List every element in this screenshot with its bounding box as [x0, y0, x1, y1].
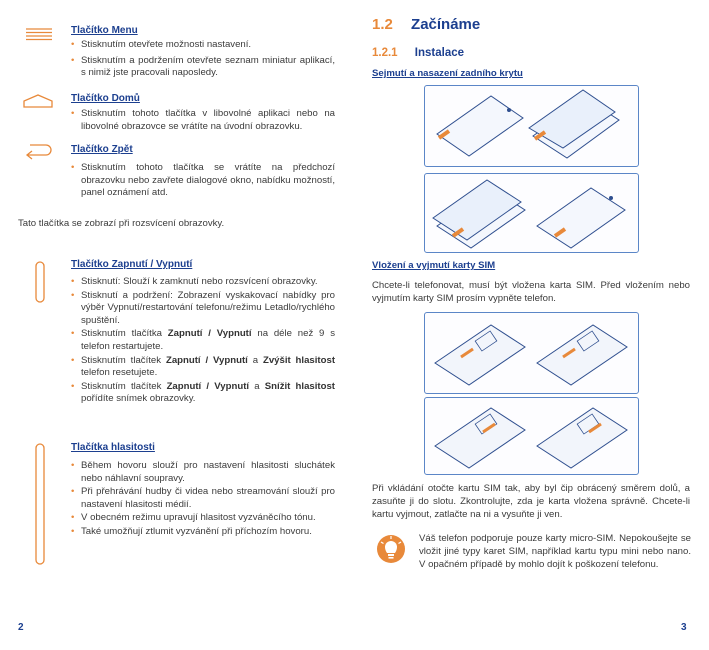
- list-item: [71, 328, 335, 353]
- phone-inside-image: [425, 313, 638, 393]
- section-title: Začínáme: [411, 16, 481, 33]
- home-button-title: Tlačítko Domů: [71, 93, 140, 104]
- home-icon: [20, 92, 56, 110]
- text: Stisknutím tlačítek: [81, 380, 167, 392]
- volume-buttons-list: [71, 460, 335, 540]
- back-button-title: Tlačítko Zpět: [71, 144, 133, 155]
- volume-buttons-title: Tlačítka hlasitosti: [71, 442, 155, 453]
- sim-title: Vložení a vyjmutí karty SIM: [372, 260, 496, 271]
- subsection-title: Instalace: [414, 47, 465, 59]
- key-label: Snížit hlasitost: [264, 380, 335, 392]
- menu-icon: [22, 26, 56, 42]
- text: Stisknutím tlačítek: [81, 354, 166, 366]
- phone-back-image: [425, 174, 638, 252]
- list-item: • Stisknutí a podržení: Zobrazení vyskakovací nabídky pro výběr Vypnutí/restartování telefonu/režimu Letadlo/rychlého spuštění.: [71, 290, 335, 328]
- buttons-note: Tato tlačítka se zobrazí při rozsvícení obrazovky.: [18, 218, 225, 229]
- sim-insert-illustration: [424, 312, 639, 394]
- text: pořídíte snímek obrazovky.: [81, 393, 196, 405]
- cover-attach-illustration: [424, 173, 639, 253]
- sim-remove-illustration: [424, 397, 639, 475]
- list-item: • Při přehrávání hudby či videa nebo streamování slouží pro nastavení hlasitosti médií.: [71, 486, 335, 511]
- key-label: Zapnutí / Vypnutí: [166, 380, 250, 392]
- list-item: • Během hovoru slouží pro nastavení hlasitosti sluchátek nebo náhlavní soupravy.: [71, 460, 335, 485]
- volume-key-icon: [33, 442, 47, 566]
- sim-intro: Chcete-li telefonovat, musí být vložena karta SIM. Před vložením nebo vyjmutím karty SIM prosím vypněte telefon.: [372, 280, 690, 305]
- list-item: • Stisknutím tohoto tlačítka se vrátíte na předchozí obrazovku nebo zavřete dialogové okno, nabídku možností, panel oznámení atd.: [71, 162, 335, 200]
- key-label: Zapnutí / Vypnutí: [165, 354, 248, 366]
- text: a: [247, 354, 263, 366]
- list-item: • Stisknutí: Slouží k zamknutí nebo rozsvícení obrazovky.: [71, 276, 335, 289]
- text: na déle než 9 s telefon restartujete.: [81, 328, 335, 352]
- power-button-list: [71, 276, 335, 407]
- phone-inside-image: [425, 398, 638, 474]
- menu-button-list: [71, 39, 335, 81]
- section-heading: [372, 16, 480, 33]
- text: telefon resetujete.: [81, 367, 158, 379]
- phone-back-image: [425, 86, 638, 166]
- list-item: • Stisknutím a podržením otevřete seznam miniatur aplikací, s nimiž jste pracovali naposledy.: [71, 55, 335, 80]
- key-label: Zapnutí / Vypnutí: [167, 328, 252, 340]
- list-item: • Stisknutím otevřete možnosti nastavení.: [71, 39, 335, 52]
- menu-button-title: Tlačítko Menu: [71, 25, 138, 36]
- tip-text: Váš telefon podporuje pouze karty micro-SIM. Nepokoušejte se vložit jiné typy karet SIM, například kartu typu mini nebo nano. V opačném případě by mohlo dojít k poškození telefonu.: [419, 533, 691, 571]
- back-icon: [20, 140, 54, 162]
- power-button-title: Tlačítko Zapnutí / Vypnutí: [71, 259, 193, 270]
- subsection-heading: [372, 47, 464, 59]
- page-number-left: 2: [18, 622, 24, 633]
- section-number: 1.2: [372, 16, 393, 33]
- list-item: • Stisknutím tohoto tlačítka v libovolné aplikaci nebo na libovolné obrazovce se vrátíte na úvodní obrazovku.: [71, 108, 335, 133]
- subsection-number: 1.2.1: [372, 47, 398, 59]
- power-key-icon: [33, 260, 47, 304]
- text: a: [249, 380, 265, 392]
- cover-title: Sejmutí a nasazení zadního krytu: [372, 68, 523, 79]
- cover-removal-illustration: [424, 85, 639, 167]
- lightbulb-icon: [376, 533, 406, 565]
- list-item: [71, 381, 335, 406]
- page-number-right: 3: [681, 622, 687, 633]
- sim-body: Při vkládání otočte kartu SIM tak, aby byl čip obrácený směrem dolů, a zasuňte ji do slotu. Zkontrolujte, zda je karta vložena správně. Chcete-li kartu vyjmout, zatlačte na ni a vysuňte ji ven.: [372, 483, 690, 521]
- text: Stisknutím tlačítka: [81, 328, 168, 340]
- key-label: Zvýšit hlasitost: [262, 354, 336, 366]
- list-item: • Také umožňují ztlumit vyzvánění při příchozím hovoru.: [71, 526, 335, 539]
- list-item: • V obecném režimu upravují hlasitost vyzváněcího tónu.: [71, 512, 335, 525]
- list-item: [71, 355, 335, 380]
- home-button-list: [71, 108, 335, 134]
- back-button-list: [71, 162, 335, 201]
